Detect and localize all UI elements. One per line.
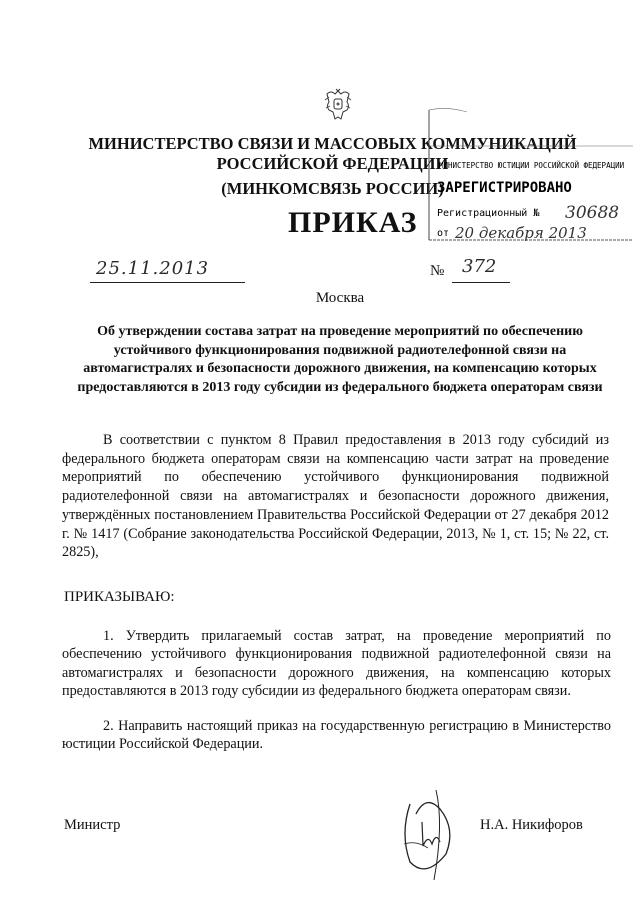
- ministry-short-name: (МИНКОМСВЯЗЬ РОССИИ): [221, 179, 444, 198]
- number-sign: №: [430, 263, 445, 279]
- order-number: 372: [462, 256, 497, 277]
- preamble-paragraph: В соответствии с пунктом 8 Правил предоставления в 2013 году субсидий из федерального бюджета операторам связи на компенсацию части затрат на проведение мероприятий по обеспечению устойчивого функционирования подвижной радиотелефонной связи на автомагистралях и безопасности дорожного движения, утверждённых постановлением Правительства Российской Федерации от 27 декабря 2012 г. № 1417 (Собрание законодательства Российской Федерации, 2013, № 1, ст. 15; № 22, ст. 2825),: [62, 432, 609, 561]
- stamp-line1: МИНИСТЕРСТВО ЮСТИЦИИ РОССИЙСКОЙ ФЕДЕРАЦИИ: [439, 161, 625, 170]
- stamp-date-label: от: [437, 228, 450, 239]
- stamp-registered: ЗАРЕГИСТРИРОВАНО: [437, 180, 572, 196]
- document-title: Об утверждении состава затрат на проведение мероприятий по обеспечению устойчивого функционирования подвижной радиотелефонной связи на автомагистралях и безопасности дорожного движения, на компенсацию которых предоставляются в 2013 году субсидии из федерального бюджета операторам связи: [77, 324, 603, 395]
- coat-of-arms-icon: [323, 88, 353, 122]
- signer-name: Н.А. Никифоров: [480, 817, 583, 833]
- ministry-name-line2: РОССИЙСКОЙ ФЕДЕРАЦИИ: [216, 154, 449, 173]
- stamp-date-value: 20 декабря 2013: [455, 224, 587, 242]
- registration-stamp: [427, 108, 635, 248]
- list-item: 1. Утвердить прилагаемый состав затрат, на проведение мероприятий по обеспечению устойчивого функционирования подвижной радиотелефонной связи на автомагистралях и безопасности дорожного движения, на компенсацию которых предоставляются в 2013 году субсидии из федерального бюджета операторам связи.: [62, 628, 611, 700]
- document-type: ПРИКАЗ: [288, 206, 418, 239]
- stamp-reg-number: 30688: [565, 203, 620, 223]
- order-word: ПРИКАЗЫВАЮ:: [64, 589, 175, 605]
- handwritten-signature: [396, 784, 466, 884]
- order-date: 25.11.2013: [96, 258, 210, 279]
- stamp-reg-label: Регистрационный №: [437, 208, 540, 219]
- list-item: 2. Направить настоящий приказ на государственную регистрацию в Министерство юстиции Российской Федерации.: [62, 718, 611, 753]
- signer-position: Министр: [64, 817, 121, 833]
- city: Москва: [315, 290, 365, 306]
- ministry-name-line1: МИНИСТЕРСТВО СВЯЗИ И МАССОВЫХ КОММУНИКАЦИЙ: [88, 134, 577, 153]
